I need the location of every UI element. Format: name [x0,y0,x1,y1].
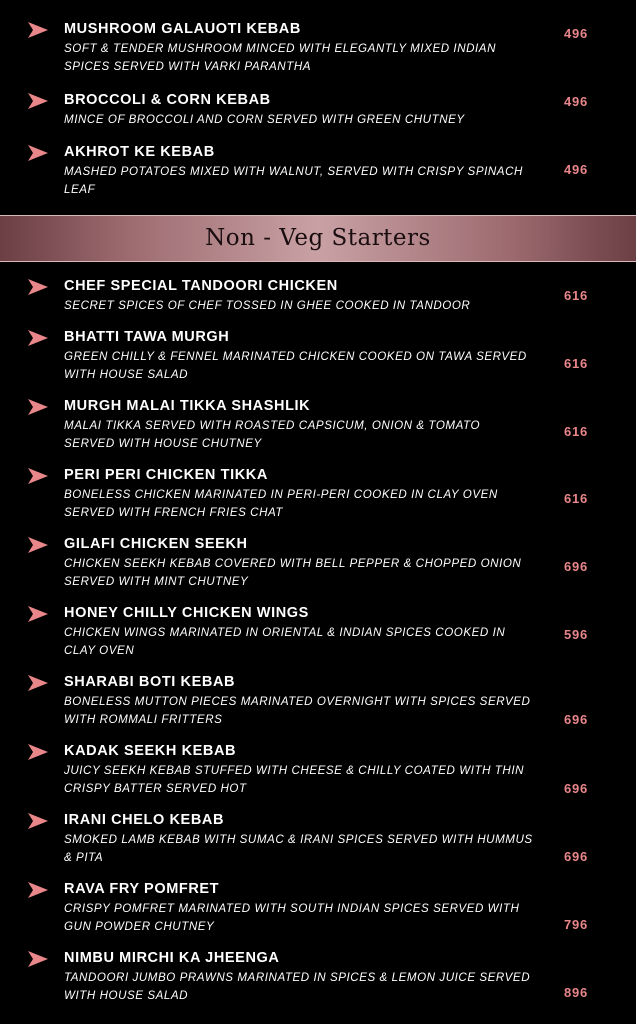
item-price: 696 [564,781,589,796]
item-description: SMOKED LAMB KEBAB WITH SUMAC & IRANI SPICES SERVED WITH HUMMUS & PITA [64,833,533,864]
item-description: MALAI TIKKA SERVED WITH ROASTED CAPSICUM, ONION & TOMATO SERVED WITH HOUSE CHUTNEY [64,419,481,450]
arrow-bullet-icon [28,675,48,691]
item-name: AKHROT KE KEBAB [64,144,215,160]
arrow-bullet-icon [28,468,48,484]
item-description: TANDOORI JUMBO PRAWNS MARINATED IN SPICES & LEMON JUICE SERVED WITH HOUSE SALAD [64,971,531,1002]
item-description: CRISPY POMFRET MARINATED WITH SOUTH INDIAN SPICES SERVED WITH GUN POWDER CHUTNEY [64,902,520,933]
item-name: GILAFI CHICKEN SEEKH [64,536,248,552]
arrow-bullet-icon [28,537,48,553]
item-description: CHICKEN WINGS MARINATED IN ORIENTAL & INDIAN SPICES COOKED IN CLAY OVEN [64,626,506,657]
item-description: SOFT & TENDER MUSHROOM MINCED WITH ELEGANTLY MIXED INDIAN SPICES SERVED WITH VARKI PARANTHA [64,42,497,73]
item-name: IRANI CHELO KEBAB [64,812,225,828]
item-price: 616 [564,288,589,303]
item-name: RAVA FRY POMFRET [64,881,220,897]
item-price: 616 [564,491,589,506]
item-description: CHICKEN SEEKH KEBAB COVERED WITH BELL PEPPER & CHOPPED ONION SERVED WITH MINT CHUTNEY [64,557,522,588]
arrow-bullet-icon [28,145,48,161]
item-name: PERI PERI CHICKEN TIKKA [64,467,268,483]
arrow-bullet-icon [28,399,48,415]
item-description: MINCE OF BROCCOLI AND CORN SERVED WITH GREEN CHUTNEY [64,113,465,126]
item-name: SHARABI BOTI KEBAB [64,674,236,690]
item-price: 496 [564,162,589,177]
item-name: NIMBU MIRCHI KA JHEENGA [64,950,280,966]
arrow-bullet-icon [28,813,48,829]
item-name: HONEY CHILLY CHICKEN WINGS [64,605,309,621]
arrow-bullet-icon [28,330,48,346]
item-name: BHATTI TAWA MURGH [64,329,230,345]
item-price: 596 [564,627,589,642]
item-name: CHEF SPECIAL TANDOORI CHICKEN [64,278,338,294]
item-name: MURGH MALAI TIKKA SHASHLIK [64,398,311,414]
section-title: Non - Veg Starters [205,225,431,251]
item-price: 496 [564,94,589,109]
arrow-bullet-icon [28,606,48,622]
item-description: JUICY SEEKH KEBAB STUFFED WITH CHEESE & CHILLY COATED WITH THIN CRISPY BATTER SERVED HOT [64,764,525,795]
item-description: BONELESS CHICKEN MARINATED IN PERI-PERI COOKED IN CLAY OVEN SERVED WITH FRENCH FRIES CHAT [64,488,498,519]
item-price: 616 [564,356,589,371]
arrow-bullet-icon [28,951,48,967]
item-description: SECRET SPICES OF CHEF TOSSED IN GHEE COOKED IN TANDOOR [64,299,471,312]
arrow-bullet-icon [28,93,48,109]
item-description: MASHED POTATOES MIXED WITH WALNUT, SERVED WITH CRISPY SPINACH LEAF [64,165,523,196]
item-description: BONELESS MUTTON PIECES MARINATED OVERNIGHT WITH SPICES SERVED WITH ROMMALI FRITTERS [64,695,531,726]
item-price: 896 [564,985,589,1000]
item-price: 796 [564,917,589,932]
item-price: 496 [564,26,589,41]
section-banner [0,215,636,262]
item-name: MUSHROOM GALAUOTI KEBAB [64,21,301,37]
arrow-bullet-icon [28,279,48,295]
item-name: KADAK SEEKH KEBAB [64,743,237,759]
item-description: GREEN CHILLY & FENNEL MARINATED CHICKEN COOKED ON TAWA SERVED WITH HOUSE SALAD [64,350,527,381]
item-price: 696 [564,559,589,574]
item-name: BROCCOLI & CORN KEBAB [64,92,271,108]
arrow-bullet-icon [28,882,48,898]
arrow-bullet-icon [28,22,48,38]
item-price: 696 [564,849,589,864]
item-price: 616 [564,424,589,439]
item-price: 696 [564,712,589,727]
arrow-bullet-icon [28,744,48,760]
